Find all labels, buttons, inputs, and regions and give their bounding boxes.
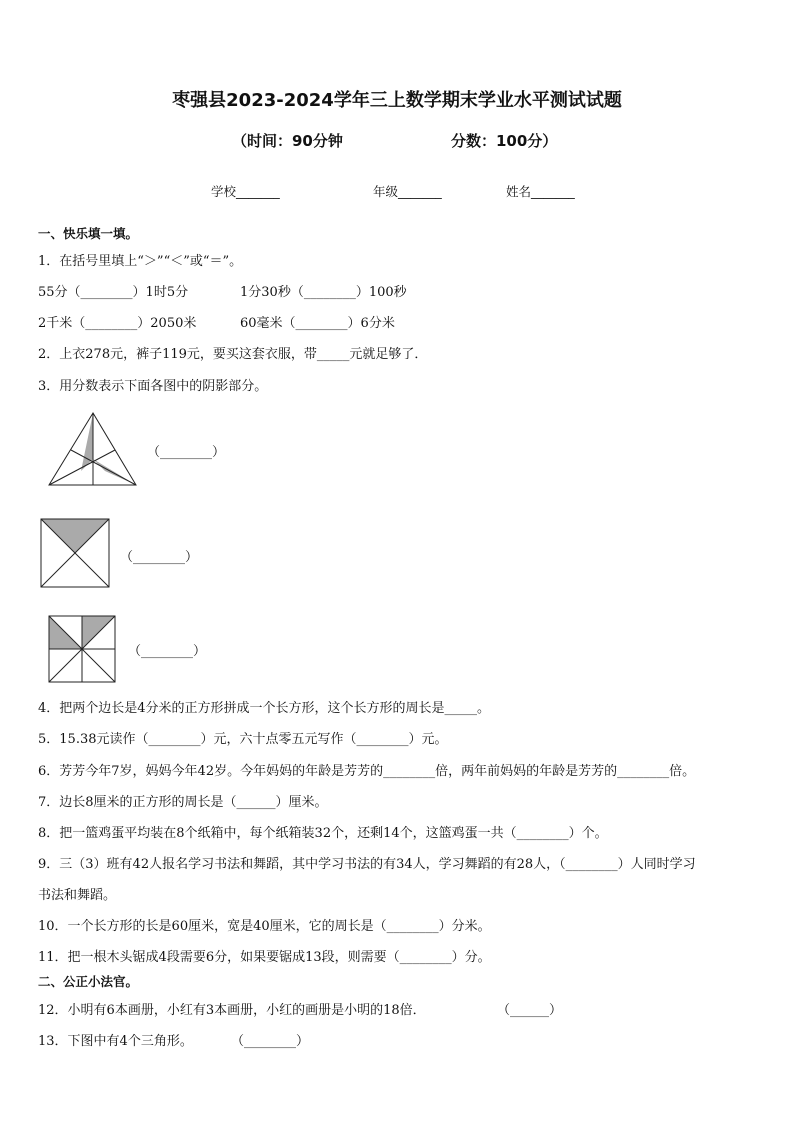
- question-9-line-1[interactable]: 9．三（3）班有42人报名学习书法和舞蹈，其中学习书法的有34人，学习舞蹈的有28人，（________）人同时学习: [38, 857, 696, 872]
- section-1-heading: 一、快乐填一填。: [38, 226, 139, 241]
- question-12: 12．小明有6本画册，小红有3本画册，小红的画册是小明的18倍．: [38, 1003, 426, 1018]
- question-1: 1．在括号里填上“＞”“＜”或“＝”。: [38, 254, 243, 269]
- question-4[interactable]: 4．把两个边长是4分米的正方形拼成一个长方形，这个长方形的周长是_____。: [38, 701, 491, 716]
- question-12-blank[interactable]: （______）: [497, 1003, 563, 1018]
- question-11[interactable]: 11．把一根木头锯成4段需要6分，如果要锯成13段，则需要（________）分。: [38, 950, 491, 965]
- section-2-heading: 二、公正小法官。: [38, 974, 139, 989]
- question-1c[interactable]: 2千米（________）2050米: [38, 316, 197, 331]
- exam-score: 分数：100分）: [451, 132, 558, 150]
- question-8[interactable]: 8．把一篮鸡蛋平均装在8个纸箱中，每个纸箱装32个，还剩14个，这篮鸡蛋一共（________）个。: [38, 826, 608, 841]
- square-shaded-region: [41, 519, 109, 553]
- question-1d[interactable]: 60毫米（________）6分米: [240, 316, 395, 331]
- question-13: 13．下图中有4个三角形。: [38, 1034, 193, 1049]
- question-1b[interactable]: 1分30秒（________）100秒: [240, 285, 407, 300]
- q3-blank-3[interactable]: （________）: [128, 644, 207, 659]
- question-3: 3．用分数表示下面各图中的阴影部分。: [38, 379, 268, 394]
- question-2[interactable]: 2．上衣278元，裤子119元，要买这套衣服，带_____元就足够了．: [38, 347, 428, 362]
- question-13-blank[interactable]: （________）: [231, 1034, 310, 1049]
- q3-blank-2[interactable]: （________）: [120, 550, 199, 565]
- q3-figure-square-eighths: [49, 616, 119, 684]
- q3-figure-triangle: [48, 412, 138, 488]
- question-10[interactable]: 10．一个长方形的长是60厘米，宽是40厘米，它的周长是（________）分米。: [38, 919, 491, 934]
- q3-figure-square-diagonals: [41, 519, 111, 589]
- q3-blank-1[interactable]: （________）: [147, 445, 226, 460]
- grade-field[interactable]: 年级_______: [373, 184, 442, 199]
- question-1a[interactable]: 55分（________）1时5分: [38, 285, 189, 300]
- question-6[interactable]: 6．芳芳今年7岁，妈妈今年42岁。今年妈妈的年龄是芳芳的________倍，两年前妈妈的年龄是芳芳的________倍。: [38, 764, 696, 779]
- name-field[interactable]: 姓名_______: [506, 184, 575, 199]
- question-7[interactable]: 7．边长8厘米的正方形的周长是（______）厘米。: [38, 795, 328, 810]
- exam-time: （时间：90分钟: [232, 132, 343, 150]
- question-5[interactable]: 5．15.38元读作（________）元，六十点零五元写作（________）元。: [38, 732, 448, 747]
- school-field[interactable]: 学校_______: [211, 184, 280, 199]
- question-9-line-2: 书法和舞蹈。: [38, 888, 117, 903]
- page-title: 枣强县2023-2024学年三上数学期末学业水平测试试题: [172, 90, 622, 111]
